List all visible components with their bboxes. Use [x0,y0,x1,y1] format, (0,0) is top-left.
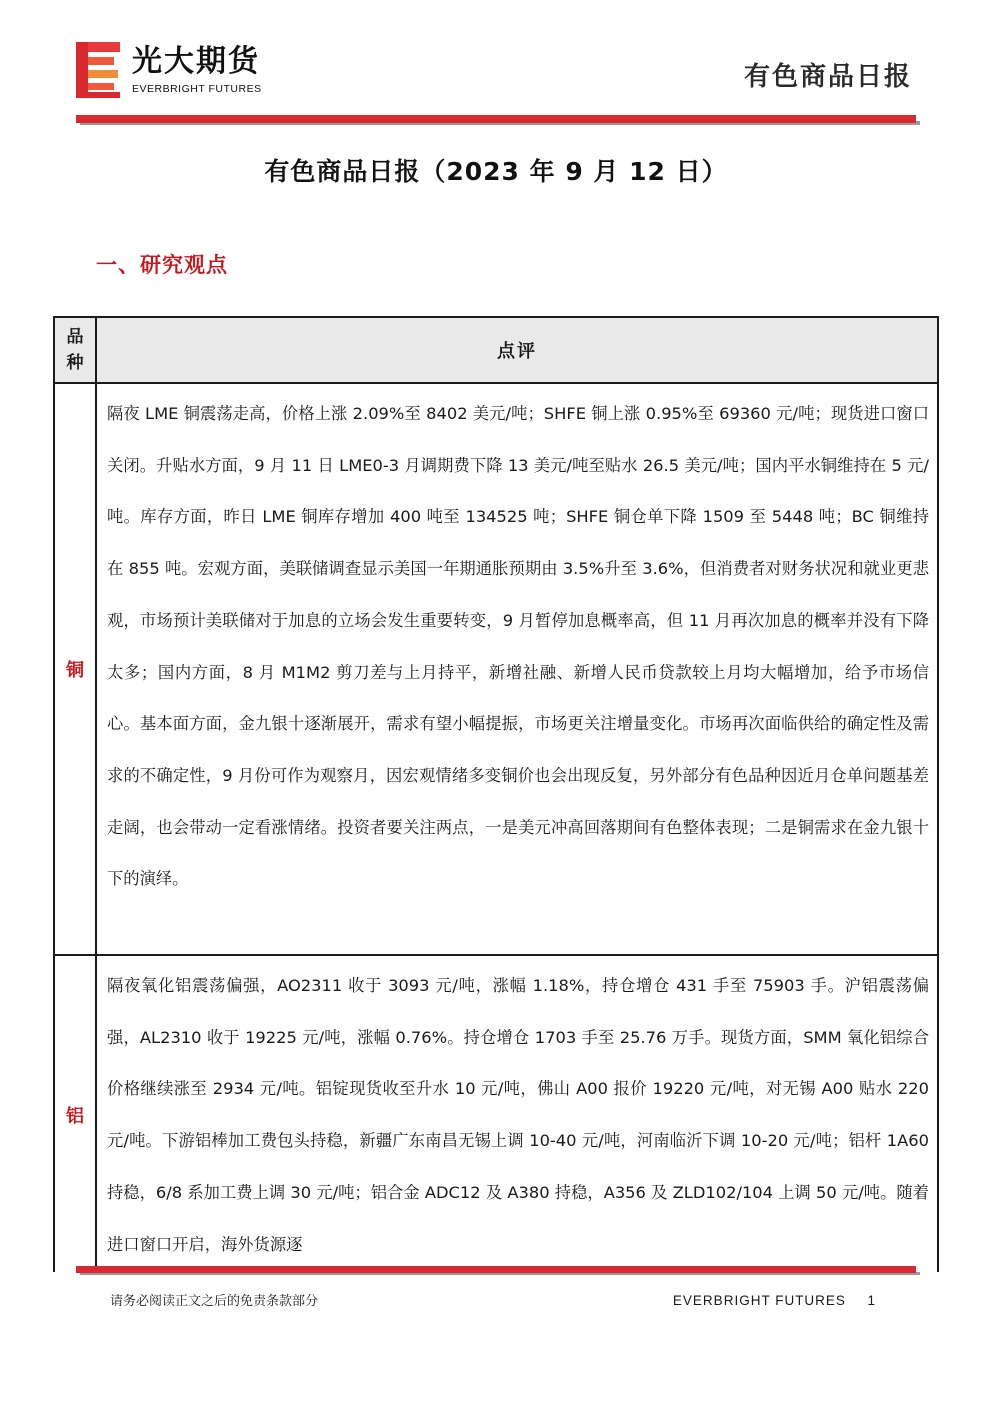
header-comment: 点评 [96,317,938,383]
footer-rule [76,1266,916,1273]
document-title: 有色商品日报（2023 年 9 月 12 日） [264,157,728,186]
comment-cell-aluminium: 隔夜氧化铝震荡偏强，AO2311 收于 3093 元/吨，涨幅 1.18%，持仓增仓 431 手至 75903 手。沪铝震荡偏强，AL2310 收于 19225 元/吨，涨幅 0.76%。持仓增仓 1703 手至 25.76 万手。现货方面，SMM 氧化铝综合价格继续涨至 2934 元/吨。铝锭现货收至升水 10 元/吨，佛山 A00 报价 19220 元/吨，对无锡 A00 贴水 220 元/吨。下游铝棒加工费包头持稳，新疆广东南昌无锡上调 10-40 元/吨，河南临沂下调 10-20 元/吨；铝杆 1A60 持稳，6/8 系加工费上调 30 元/吨；铝合金 ADC12 及 A380 持稳，A356 及 ZLD102/104 上调 50 元/吨。随着进口窗口开启，海外货源逐 [96,955,938,1272]
report-name-header: 有色商品日报 [743,62,912,92]
research-table [53,316,939,1272]
page-number: 1 [867,1293,876,1308]
logo-english-name: EVERBRIGHT FUTURES [132,83,262,95]
comment-cell-copper: 隔夜 LME 铜震荡走高，价格上涨 2.09%至 8402 美元/吨；SHFE 铜上涨 0.95%至 69360 元/吨；现货进口窗口关闭。升贴水方面，9 月 11 日 LME0-3 月调期费下降 13 美元/吨至贴水 26.5 美元/吨；国内平水铜维持在 5 元/吨。库存方面，昨日 LME 铜库存增加 400 吨至 134525 吨；SHFE 铜仓单下降 1509 至 5448 吨；BC 铜维持在 855 吨。宏观方面，美联储调查显示美国一年期通胀预期由 3.5%升至 3.6%，但消费者对财务状况和就业更悲观，市场预计美联储对于加息的立场会发生重要转变，9 月暂停加息概率高，但 11 月再次加息的概率并没有下降太多；国内方面，8 月 M1M2 剪刀差与上月持平，新增社融、新增人民币贷款较上月均大幅增加，给予市场信心。基本面方面，金九银十逐渐展开，需求有望小幅提振，市场更关注增量变化。市场再次面临供给的确定性及需求的不确定性，9 月份可作为观察月，因宏观情绪多变铜价也会出现反复，另外部分有色品种因近月仓单问题基差走阔，也会带动一定看涨情绪。投资者要关注两点，一是美元冲高回落期间有色整体表现；二是铜需求在金九银十下的演绎。 [96,383,938,955]
header-variety-label: 品种 [66,327,84,373]
logo-chinese-name: 光大期货 [132,44,260,79]
header-variety [54,317,96,383]
footer-disclaimer: 请务必阅读正文之后的免责条款部分 [110,1294,319,1309]
variety-cell-aluminium: 铝 [54,955,96,1272]
table-header-row [54,317,938,383]
section-heading: 一、研究观点 [96,253,228,277]
table-row [54,383,938,955]
footer-brand: EVERBRIGHT FUTURES [672,1293,846,1308]
table-row [54,955,938,1272]
variety-cell-copper: 铜 [54,383,96,955]
footer-brand-page [673,1292,876,1310]
